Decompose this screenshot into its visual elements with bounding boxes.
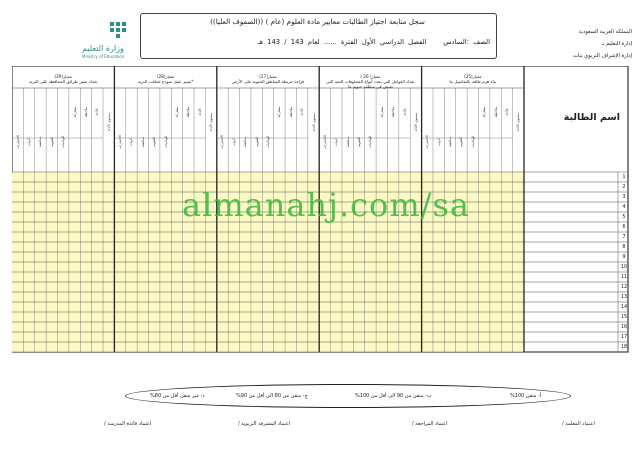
sub-column-label: الأداء [504, 108, 509, 116]
year-label: لعام 143 / 143 هـ [257, 38, 320, 46]
sub-column-label: الواجبات [61, 136, 66, 149]
sub-column-label: ملاحظة [391, 106, 396, 118]
ministry-logo-text: وزارة التعليم [82, 44, 124, 53]
sub-column-label: مشاركة [174, 106, 179, 118]
grade-label: الصف :السادس [443, 38, 490, 46]
sub-column-label: الاختبارات [118, 135, 123, 149]
page-title: سجل متابعة اجتياز الطالبات معايير مادة العلوم (عام ) ((الصفوف العليا)) [210, 17, 425, 26]
sub-column-label: مستوى الأداء [413, 112, 418, 132]
sub-column-label: الاختبارات [15, 135, 20, 149]
sub-column-label: التقويم [254, 137, 259, 147]
row-number: 7 [622, 234, 626, 240]
sig-reviewer: اعتماد المراجعة / [412, 421, 448, 427]
sub-column-label: أدوات [129, 137, 134, 147]
sub-column-label: التقويم [152, 137, 157, 147]
sub-column-label: أدوات [436, 137, 441, 147]
criterion-header [219, 74, 317, 94]
row-number: 12 [620, 284, 628, 290]
sub-column-label: مستوى الأداء [106, 112, 111, 132]
row-number: 13 [620, 294, 628, 300]
sub-column-label: التقويم [49, 137, 54, 147]
criterion-header [14, 74, 112, 94]
student-name-header: اسم الطالبة [563, 112, 620, 123]
sub-column-label: التقويم [357, 137, 362, 147]
sub-column-label: أدوات [334, 137, 339, 147]
criterion-header [424, 74, 522, 94]
sub-column-label: مناقشة [38, 136, 43, 148]
sub-column-label: ملاحظة [83, 106, 88, 118]
sig-supervisor: اعتماد المشرفة التربوية / [238, 421, 291, 427]
row-number: 3 [622, 194, 626, 200]
sub-column-label: الواجبات [163, 136, 168, 149]
sub-column-label: الاختبارات [322, 135, 327, 149]
sub-column-label: التقويم [459, 137, 464, 147]
criterion-number: معيار(27) [259, 74, 277, 79]
row-number: 5 [622, 214, 626, 220]
sub-column-label: ملاحظة [493, 106, 498, 118]
criterion-text: تعداد العوامل التي تحدد أنواع المخلوقات الحية التي تعيش في منطقة حيوية ما [326, 79, 415, 89]
criterion-number: معيار( 26 ) [360, 74, 381, 79]
office-label: إدارة الإشراف التربوي بنات [573, 53, 632, 59]
term-label: الفصل الدراسي الأول الفترة ...... [323, 38, 427, 46]
row-number: 8 [622, 244, 626, 250]
row-number: 1 [622, 174, 626, 180]
row-number: 14 [620, 304, 628, 310]
watermark: almanahj.com/sa [182, 186, 470, 224]
sub-column-label: مشاركة [277, 106, 282, 118]
legend-a: أ- متقن 100% [510, 393, 542, 399]
legend-d: د- غير متقن أقل من 80% [150, 393, 205, 399]
sub-column-label: الأداء [197, 108, 202, 116]
sub-column-label: الأداء [95, 108, 100, 116]
sig-teacher: اعتماد المعلمة / [562, 421, 595, 427]
legend-c: ج- متقن من 80 الى أقل من 90% [236, 393, 308, 399]
sub-column-label: الواجبات [266, 136, 270, 149]
row-number: 18 [620, 344, 628, 350]
legend-b: ب- متقن من 90 الى أقل من 100% [355, 393, 432, 399]
sub-column-label: مناقشة [345, 136, 350, 148]
row-number: 16 [620, 324, 628, 330]
sub-column-label: مستوى الأداء [516, 112, 521, 132]
row-number: 10 [620, 264, 628, 270]
admin-label: إدارة التعليم بـ [601, 41, 632, 47]
sub-column-label: ملاحظة [186, 106, 191, 118]
sub-column-label: مشاركة [72, 106, 77, 118]
sub-column-label: مشاركة [482, 106, 487, 118]
criterion-header [116, 74, 214, 94]
row-number: 15 [620, 314, 628, 320]
sub-column-label: الواجبات [368, 136, 373, 149]
sub-column-label: الأداء [402, 108, 407, 116]
sub-column-label: الأداء [300, 108, 305, 116]
criterion-number: معيار(28) [156, 74, 175, 79]
row-number: 6 [622, 224, 626, 230]
school-header [522, 26, 632, 62]
criterion-text: بناء هرم طاقة بالتفاصيل ما [449, 79, 497, 84]
row-number: 4 [622, 204, 626, 210]
title-details [170, 38, 490, 46]
sub-column-label: مناقشة [140, 136, 145, 148]
sub-column-label: الواجبات [470, 136, 475, 149]
kingdom-label: المملكة العربية السعودية [578, 29, 632, 35]
sub-column-label: ملاحظة [288, 106, 293, 118]
sub-column-label: مستوى الأداء [209, 112, 214, 132]
criterion-header [321, 74, 419, 94]
sub-column-label: أدوات [231, 137, 236, 147]
sub-column-label: أدوات [27, 137, 32, 147]
ministry-logo-en: Ministry of Education [82, 54, 125, 59]
criterion-text: قراءة خريطة المناطق الحيوية على الأرض [231, 79, 305, 84]
row-number: 17 [620, 334, 628, 340]
criterion-text: تعداد بعض طرائق المحافظة على التربة [29, 79, 98, 84]
row-number: 9 [622, 254, 626, 260]
criterion-text: *تمييز عمل نموذج لتعاقب التربة [137, 79, 194, 84]
sub-column-label: مشاركة [379, 106, 384, 118]
sub-column-label: مناقشة [243, 136, 248, 148]
sig-principal: اعتماد قائدة المدرسة / [104, 421, 152, 427]
row-number: 2 [622, 184, 626, 190]
criterion-number: معيار(25) [464, 74, 482, 79]
sub-column-label: الاختبارات [425, 135, 430, 149]
row-number: 11 [620, 274, 628, 280]
sub-column-label: مستوى الأداء [311, 112, 316, 132]
sub-column-label: الاختبارات [220, 135, 225, 149]
sub-column-label: مناقشة [448, 136, 453, 148]
criterion-number: معيار(29) [54, 74, 72, 79]
